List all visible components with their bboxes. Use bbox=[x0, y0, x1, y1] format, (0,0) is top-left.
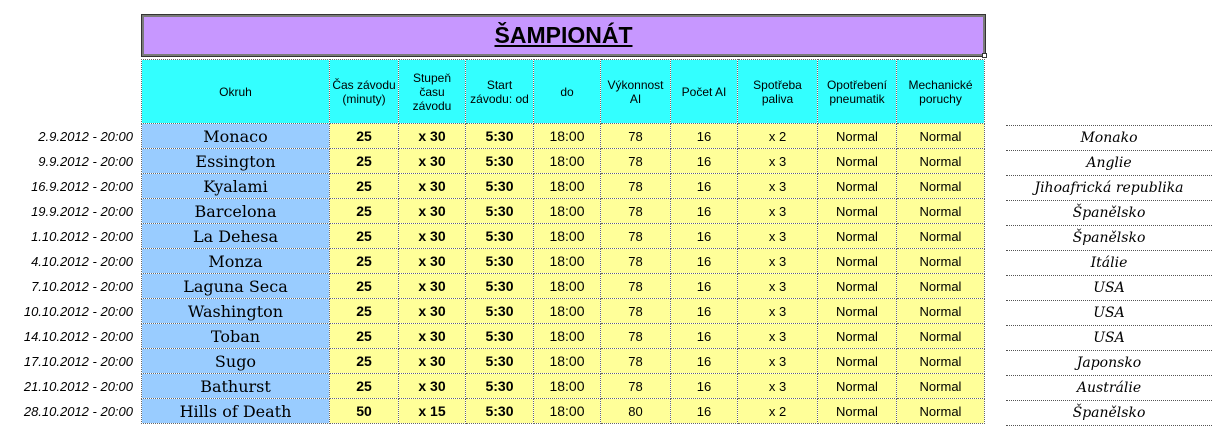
ai-performance-cell[interactable]: 78 bbox=[601, 249, 671, 274]
tyres-cell[interactable]: Normal bbox=[818, 274, 897, 299]
race-country-cell[interactable]: Austrálie bbox=[1006, 375, 1212, 400]
start-from-cell[interactable]: 5:30 bbox=[466, 224, 534, 249]
faults-cell[interactable]: Normal bbox=[897, 299, 985, 324]
race-country-cell[interactable]: Jihoafrická republika bbox=[1006, 175, 1212, 200]
fuel-cell[interactable]: x 3 bbox=[738, 199, 818, 224]
start-from-cell[interactable]: 5:30 bbox=[466, 149, 534, 174]
fuel-cell[interactable]: x 2 bbox=[738, 124, 818, 149]
faults-cell[interactable]: Normal bbox=[897, 199, 985, 224]
start-from-cell[interactable]: 5:30 bbox=[466, 249, 534, 274]
table-row bbox=[142, 274, 985, 299]
col-header-fuel[interactable]: Spotřeba paliva bbox=[738, 60, 818, 124]
ai-performance-cell[interactable]: 78 bbox=[601, 224, 671, 249]
race-country-cell[interactable]: Monako bbox=[1006, 125, 1212, 150]
fuel-cell[interactable]: x 3 bbox=[738, 224, 818, 249]
race-time-cell[interactable]: 25 bbox=[330, 124, 399, 149]
start-from-cell[interactable]: 5:30 bbox=[466, 374, 534, 399]
start-to-cell[interactable]: 18:00 bbox=[534, 274, 601, 299]
col-header-ai-count[interactable]: Počet AI bbox=[671, 60, 738, 124]
table-row bbox=[142, 249, 985, 274]
ai-performance-cell[interactable]: 78 bbox=[601, 149, 671, 174]
ai-performance-cell[interactable]: 80 bbox=[601, 399, 671, 424]
fuel-cell[interactable]: x 3 bbox=[738, 149, 818, 174]
race-date-cell[interactable]: 4.10.2012 - 20:00 bbox=[31, 254, 133, 269]
faults-cell[interactable]: Normal bbox=[897, 274, 985, 299]
race-time-cell[interactable]: 25 bbox=[330, 224, 399, 249]
track-cell[interactable]: Sugo bbox=[142, 349, 330, 374]
race-country-cell[interactable]: USA bbox=[1006, 300, 1212, 325]
start-to-cell[interactable]: 18:00 bbox=[534, 349, 601, 374]
race-country-cell[interactable]: USA bbox=[1006, 275, 1212, 300]
race-date-cell[interactable]: 19.9.2012 - 20:00 bbox=[31, 204, 133, 219]
page-title-box[interactable] bbox=[141, 14, 986, 57]
tyres-cell[interactable]: Normal bbox=[818, 174, 897, 199]
race-date-cell[interactable]: 17.10.2012 - 20:00 bbox=[23, 354, 133, 369]
race-time-cell[interactable]: 25 bbox=[330, 299, 399, 324]
ai-count-cell[interactable]: 16 bbox=[671, 374, 738, 399]
table-row bbox=[142, 349, 985, 374]
start-from-cell[interactable]: 5:30 bbox=[466, 399, 534, 424]
tyres-cell[interactable]: Normal bbox=[818, 124, 897, 149]
time-step-cell[interactable]: x 30 bbox=[399, 199, 466, 224]
ai-performance-cell[interactable]: 78 bbox=[601, 174, 671, 199]
ai-count-cell[interactable]: 16 bbox=[671, 349, 738, 374]
fuel-cell[interactable]: x 3 bbox=[738, 274, 818, 299]
ai-performance-cell[interactable]: 78 bbox=[601, 299, 671, 324]
race-time-cell[interactable]: 25 bbox=[330, 324, 399, 349]
faults-cell[interactable]: Normal bbox=[897, 249, 985, 274]
race-date-cell[interactable]: 9.9.2012 - 20:00 bbox=[38, 154, 133, 169]
selection-resize-handle[interactable] bbox=[982, 53, 987, 58]
championship-table bbox=[141, 59, 985, 424]
time-step-cell[interactable]: x 30 bbox=[399, 174, 466, 199]
race-country-cell[interactable]: Španělsko bbox=[1006, 225, 1212, 250]
race-date-cell[interactable]: 1.10.2012 - 20:00 bbox=[31, 229, 133, 244]
ai-count-cell[interactable]: 16 bbox=[671, 224, 738, 249]
fuel-cell[interactable]: x 3 bbox=[738, 349, 818, 374]
track-cell[interactable]: Essington bbox=[142, 149, 330, 174]
race-time-cell[interactable]: 25 bbox=[330, 174, 399, 199]
time-step-cell[interactable]: x 30 bbox=[399, 324, 466, 349]
table-row bbox=[142, 149, 985, 174]
table-row bbox=[142, 324, 985, 349]
ai-count-cell[interactable]: 16 bbox=[671, 124, 738, 149]
race-date-cell[interactable]: 16.9.2012 - 20:00 bbox=[31, 179, 133, 194]
tyres-cell[interactable]: Normal bbox=[818, 374, 897, 399]
tyres-cell[interactable]: Normal bbox=[818, 149, 897, 174]
col-header-ai-performance[interactable]: Výkonnost AI bbox=[601, 60, 671, 124]
time-step-cell[interactable]: x 30 bbox=[399, 224, 466, 249]
ai-count-cell[interactable]: 16 bbox=[671, 299, 738, 324]
start-from-cell[interactable]: 5:30 bbox=[466, 274, 534, 299]
start-to-cell[interactable]: 18:00 bbox=[534, 299, 601, 324]
start-from-cell[interactable]: 5:30 bbox=[466, 174, 534, 199]
tyres-cell[interactable]: Normal bbox=[818, 199, 897, 224]
faults-cell[interactable]: Normal bbox=[897, 324, 985, 349]
track-cell[interactable]: La Dehesa bbox=[142, 224, 330, 249]
col-header-faults[interactable]: Mechanické poruchy bbox=[897, 60, 985, 124]
col-header-tyres[interactable]: Opotřebení pneumatik bbox=[818, 60, 897, 124]
track-cell[interactable]: Monaco bbox=[142, 124, 330, 149]
start-to-cell[interactable]: 18:00 bbox=[534, 374, 601, 399]
race-country-cell[interactable]: Španělsko bbox=[1006, 200, 1212, 225]
ai-count-cell[interactable]: 16 bbox=[671, 249, 738, 274]
track-cell[interactable]: Bathurst bbox=[142, 374, 330, 399]
start-from-cell[interactable]: 5:30 bbox=[466, 199, 534, 224]
faults-cell[interactable]: Normal bbox=[897, 124, 985, 149]
race-time-cell[interactable]: 25 bbox=[330, 374, 399, 399]
start-to-cell[interactable]: 18:00 bbox=[534, 324, 601, 349]
time-step-cell[interactable]: x 30 bbox=[399, 124, 466, 149]
ai-count-cell[interactable]: 16 bbox=[671, 399, 738, 424]
table-row bbox=[142, 199, 985, 224]
faults-cell[interactable]: Normal bbox=[897, 224, 985, 249]
start-to-cell[interactable]: 18:00 bbox=[534, 174, 601, 199]
start-to-cell[interactable]: 18:00 bbox=[534, 124, 601, 149]
race-time-cell[interactable]: 50 bbox=[330, 399, 399, 424]
start-to-cell[interactable]: 18:00 bbox=[534, 149, 601, 174]
ai-performance-cell[interactable]: 78 bbox=[601, 124, 671, 149]
race-country-cell[interactable]: Japonsko bbox=[1006, 350, 1212, 375]
start-to-cell[interactable]: 18:00 bbox=[534, 199, 601, 224]
race-date-cell[interactable]: 28.10.2012 - 20:00 bbox=[23, 404, 133, 419]
start-from-cell[interactable]: 5:30 bbox=[466, 124, 534, 149]
table-row bbox=[142, 224, 985, 249]
fuel-cell[interactable]: x 3 bbox=[738, 174, 818, 199]
track-cell[interactable]: Monza bbox=[142, 249, 330, 274]
fuel-cell[interactable]: x 2 bbox=[738, 399, 818, 424]
ai-performance-cell[interactable]: 78 bbox=[601, 199, 671, 224]
faults-cell[interactable]: Normal bbox=[897, 149, 985, 174]
table-row bbox=[142, 124, 985, 149]
faults-cell[interactable]: Normal bbox=[897, 349, 985, 374]
track-cell[interactable]: Washington bbox=[142, 299, 330, 324]
time-step-cell[interactable]: x 30 bbox=[399, 299, 466, 324]
tyres-cell[interactable]: Normal bbox=[818, 324, 897, 349]
race-time-cell[interactable]: 25 bbox=[330, 274, 399, 299]
race-date-cell[interactable]: 21.10.2012 - 20:00 bbox=[23, 379, 133, 394]
tyres-cell[interactable]: Normal bbox=[818, 349, 897, 374]
fuel-cell[interactable]: x 3 bbox=[738, 324, 818, 349]
faults-cell[interactable]: Normal bbox=[897, 174, 985, 199]
race-time-cell[interactable]: 25 bbox=[330, 199, 399, 224]
race-time-cell[interactable]: 25 bbox=[330, 349, 399, 374]
tyres-cell[interactable]: Normal bbox=[818, 224, 897, 249]
page-title: ŠAMPIONÁT bbox=[494, 22, 633, 48]
start-from-cell[interactable]: 5:30 bbox=[466, 349, 534, 374]
ai-count-cell[interactable]: 16 bbox=[671, 174, 738, 199]
track-cell[interactable]: Laguna Seca bbox=[142, 274, 330, 299]
tyres-cell[interactable]: Normal bbox=[818, 299, 897, 324]
time-step-cell[interactable]: x 30 bbox=[399, 249, 466, 274]
col-header-start-from[interactable]: Start závodu: od bbox=[466, 60, 534, 124]
ai-performance-cell[interactable]: 78 bbox=[601, 324, 671, 349]
time-step-cell[interactable]: x 30 bbox=[399, 274, 466, 299]
ai-performance-cell[interactable]: 78 bbox=[601, 274, 671, 299]
track-cell[interactable]: Hills of Death bbox=[142, 399, 330, 424]
time-step-cell[interactable]: x 15 bbox=[399, 399, 466, 424]
ai-count-cell[interactable]: 16 bbox=[671, 199, 738, 224]
col-header-start-to[interactable]: do bbox=[534, 60, 601, 124]
faults-cell[interactable]: Normal bbox=[897, 399, 985, 424]
start-to-cell[interactable]: 18:00 bbox=[534, 224, 601, 249]
table-row bbox=[142, 299, 985, 324]
race-country-cell[interactable]: USA bbox=[1006, 325, 1212, 350]
start-from-cell[interactable]: 5:30 bbox=[466, 299, 534, 324]
table-row bbox=[142, 374, 985, 399]
ai-count-cell[interactable]: 16 bbox=[671, 324, 738, 349]
start-to-cell[interactable]: 18:00 bbox=[534, 249, 601, 274]
ai-performance-cell[interactable]: 78 bbox=[601, 374, 671, 399]
table-row bbox=[142, 399, 985, 424]
race-date-cell[interactable]: 2.9.2012 - 20:00 bbox=[38, 129, 133, 144]
table-header-row bbox=[142, 60, 985, 124]
fuel-cell[interactable]: x 3 bbox=[738, 374, 818, 399]
col-header-time-step[interactable]: Stupeň času závodu bbox=[399, 60, 466, 124]
ai-count-cell[interactable]: 16 bbox=[671, 274, 738, 299]
track-cell[interactable]: Toban bbox=[142, 324, 330, 349]
tyres-cell[interactable]: Normal bbox=[818, 249, 897, 274]
race-date-cell[interactable]: 7.10.2012 - 20:00 bbox=[31, 279, 133, 294]
race-time-cell[interactable]: 25 bbox=[330, 249, 399, 274]
faults-cell[interactable]: Normal bbox=[897, 374, 985, 399]
tyres-cell[interactable]: Normal bbox=[818, 399, 897, 424]
race-country-cell[interactable]: Itálie bbox=[1006, 250, 1212, 275]
track-cell[interactable]: Kyalami bbox=[142, 174, 330, 199]
fuel-cell[interactable]: x 3 bbox=[738, 299, 818, 324]
race-date-cell[interactable]: 10.10.2012 - 20:00 bbox=[23, 304, 133, 319]
race-time-cell[interactable]: 25 bbox=[330, 149, 399, 174]
race-country-cell[interactable]: Anglie bbox=[1006, 150, 1212, 175]
table-row bbox=[142, 174, 985, 199]
time-step-cell[interactable]: x 30 bbox=[399, 149, 466, 174]
col-header-track[interactable]: Okruh bbox=[142, 60, 330, 124]
col-header-race-time[interactable]: Čas závodu (minuty) bbox=[330, 60, 399, 124]
track-cell[interactable]: Barcelona bbox=[142, 199, 330, 224]
fuel-cell[interactable]: x 3 bbox=[738, 249, 818, 274]
start-to-cell[interactable]: 18:00 bbox=[534, 399, 601, 424]
race-country-cell[interactable]: Španělsko bbox=[1006, 400, 1212, 426]
start-from-cell[interactable]: 5:30 bbox=[466, 324, 534, 349]
time-step-cell[interactable]: x 30 bbox=[399, 374, 466, 399]
ai-count-cell[interactable]: 16 bbox=[671, 149, 738, 174]
race-date-cell[interactable]: 14.10.2012 - 20:00 bbox=[23, 329, 133, 344]
time-step-cell[interactable]: x 30 bbox=[399, 349, 466, 374]
ai-performance-cell[interactable]: 78 bbox=[601, 349, 671, 374]
